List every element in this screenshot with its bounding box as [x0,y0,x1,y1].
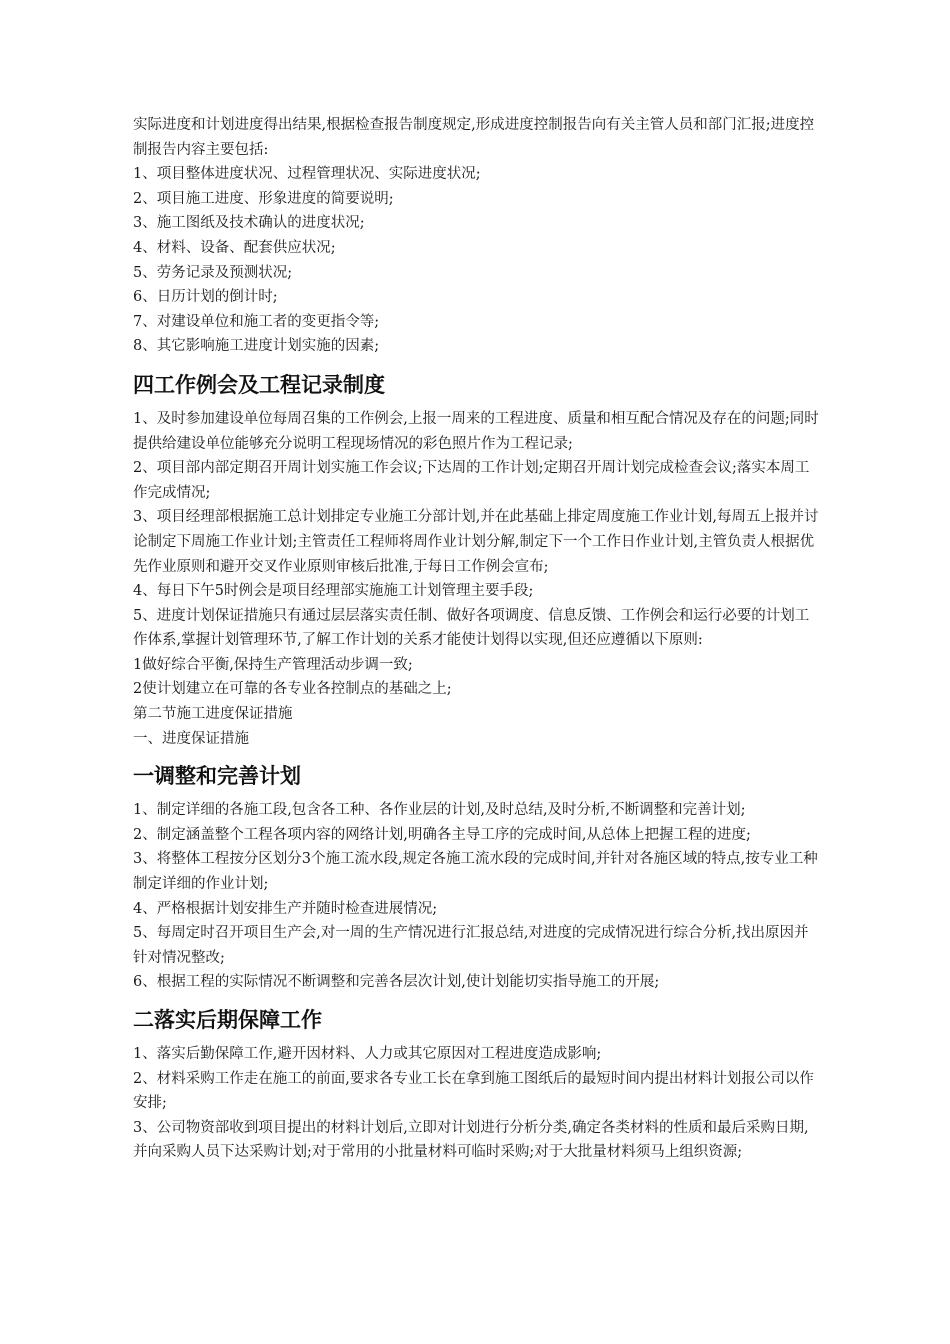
list-item: 6、根据工程的实际情况不断调整和完善各层次计划,使计划能切实指导施工的开展; [133,974,660,991]
list-item: 4、严格根据计划安排生产并随时检查进展情况; [133,900,438,917]
list-item: 4、材料、设备、配套供应状况; [133,239,336,256]
list-item: 5、进度计划保证措施只有通过层层落实责任制、做好各项调度、信息反馈、工作例会和运行必要的计划工作体系,掌握计划管理环节,了解工作计划的关系才能使计划得以实现,但还应遵循以下原则: [133,607,810,649]
list-item: 6、日历计划的倒计时; [133,289,278,306]
list-item: 1、制定详细的各施工段,包含各工种、各作业层的计划,及时总结,及时分析,不断调整和完善计划; [133,802,746,819]
list-item: 1、落实后勤保障工作,避开因材料、人力或其它原因对工程进度造成影响; [133,1046,602,1062]
list-item: 3、项目经理部根据施工总计划排定专业施工分部计划,并在此基础上排定周度施工作业计划,每周五上报并讨论制定下周施工作业计划;主管责任工程师将周作业计划分解,制定下一个工作日作业计划,主管负责人根据优先作业原则和避开交叉作业原则审核后批准,于每日工作例会宣布; [133,509,819,575]
document-body [133,113,823,1165]
subsection-title: 一、进度保证措施 [133,730,249,747]
section-heading-logistics: 二落实后期保障工作 [133,1008,322,1032]
list-item: 5、劳务记录及预测状况; [133,264,293,281]
list-item: 2、项目部内部定期召开周计划实施工作会议;下达周的工作计划;定期召开周计划完成检查会议;落实本周工作完成情况; [133,460,810,501]
list-item: 3、施工图纸及技术确认的进度状况; [133,215,365,232]
list-item: 3、公司物资部收到项目提出的材料计划后,立即对计划进行分析分类,确定各类材料的性质和最后采购日期,并向采购人员下达采购计划;对于常用的小批量材料可临时采购;对于大批量材料须马上组织资源; [133,1119,809,1161]
list-item: 3、将整体工程按分区划分3个施工流水段,规定各施工流水段的完成时间,并针对各施区域的特点,按专业工种制定详细的作业计划; [133,851,818,893]
list-item: 1、项目整体进度状况、过程管理状况、实际进度状况; [133,166,481,183]
list-item: 7、对建设单位和施工者的变更指令等; [133,313,380,330]
section-heading-meeting-records: 四工作例会及工程记录制度 [133,372,385,397]
list-item: 2使计划建立在可靠的各专业各控制点的基础之上; [133,681,452,698]
section-heading-adjust-plan: 一调整和完善计划 [133,764,301,789]
list-item: 8、其它影响施工进度计划实施的因素; [133,338,380,355]
list-item: 1、及时参加建设单位每周召集的工作例会,上报一周来的工程进度、质量和相互配合情况及存在的问题;同时提供给建设单位能够充分说明工程现场情况的彩色照片作为工程记录; [133,410,819,452]
list-item: 1做好综合平衡,保持生产管理活动步调一致; [133,656,413,673]
paragraph: 实际进度和计划进度得出结果,根据检查报告制度规定,形成进度控制报告向有关主管人员和部门汇报;进度控制报告内容主要包括: [133,117,815,158]
list-item: 2、材料采购工作走在施工的前面,要求各专业工长在拿到施工图纸后的最短时间内提出材料计划报公司以作安排; [133,1070,814,1112]
list-item: 2、项目施工进度、形象进度的简要说明; [133,190,394,207]
list-item: 2、制定涵盖整个工程各项内容的网络计划,明确各主导工序的完成时间,从总体上把握工程的进度; [133,826,751,843]
list-item: 5、每周定时召开项目生产会,对一周的生产情况进行汇报总结,对进度的完成情况进行综合分析,找出原因并针对情况整改; [133,925,809,966]
list-item: 4、每日下午5时例会是项目经理部实施施工计划管理主要手段; [133,583,534,600]
subsection-title: 第二节施工进度保证措施 [133,706,293,723]
